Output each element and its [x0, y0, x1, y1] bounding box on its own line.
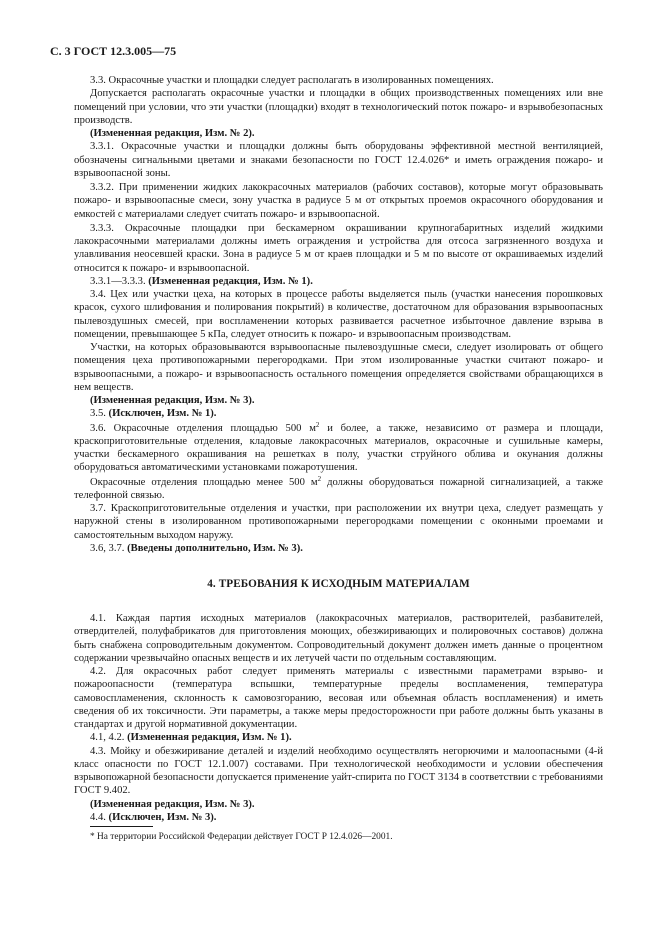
- paragraph-3-3-1: 3.3.1. Окрасочные участки и площадки должны быть оборудованы эффективной местной вентиляцией, обозначены сигнальными цветами и знаками безопасности по ГОСТ 12.4.026* и иметь ограждения пожаро- и взрывоопасной зоны.: [74, 141, 603, 179]
- paragraph-3-4: 3.4. Цех или участки цеха, на которых в процессе работы выделяется пыль (участки нанесения порошковых красок, сухого шлифования и полирования покрытий) в количестве, достаточном для образования взрывоопасных пылевоздушных смесей, при воспламенении которых развивается расчетное избыточное давление взрыва в помещении, превышающее 5 кПа, следует относить к пожаро- и взрывоопасным производствам.: [74, 289, 603, 340]
- footnote: * На территории Российской Федерации действует ГОСТ Р 12.4.026—2001.: [90, 832, 393, 842]
- amendment-note-3-6-3-7: [74, 542, 603, 555]
- paragraph-3-5: [74, 407, 603, 420]
- clause-ref: 3.6, 3.7.: [90, 542, 125, 554]
- amendment-label: (Исключен, Изм. № 3).: [108, 811, 217, 823]
- paragraph-3-4-note: Участки, на которых образовываются взрывоопасные пылевоздушные смеси, следует изолировать от общего помещения цеха противопожарными перегородками. При этом изолированные участки считают пожаро- и взрывоопасными, а пожаро- и взрывоопасность остального помещения определяется свойствами обращающихся в нем веществ.: [74, 342, 603, 393]
- section-heading: 4. ТРЕБОВАНИЯ К ИСХОДНЫМ МАТЕРИАЛАМ: [207, 578, 470, 590]
- paragraph-4-3: 4.3. Мойку и обезжиривание деталей и изделий необходимо осуществлять негорючими и малоопасными (4-й класс опасности по ГОСТ 12.1.007) составами. При технологической необходимости и условии обеспечения взрывопожарной безопасности допускается применение уайт-спирита по ГОСТ 3134 в соответствии с требованиями ГОСТ 9.402.: [74, 745, 603, 797]
- paragraph-3-6-note: Окрасочные отделения площадью менее 500 $м^2$ должны оборудоваться пожарной сигнализацией, а также телефонной связью.: [74, 474, 604, 501]
- paragraph-4-4: [74, 811, 603, 824]
- clause-ref: 3.3.1—3.3.3.: [90, 275, 146, 287]
- page-header: С. 3 ГОСТ 12.3.005—75: [50, 44, 177, 58]
- amendment-note: (Измененная редакция, Изм. № 3).: [90, 395, 255, 406]
- amendment-label: (Исключен, Изм. № 1).: [108, 408, 217, 420]
- paragraph-3-3-3: 3.3.3. Окрасочные площадки при бескамерном окрашивании крупногабаритных изделий жидкими лакокрасочными материалами должны иметь ограждения и устройства для отсоса загрязненного воздуха и улавливания неосевшей краски. Зона в радиусе 5 м от краев площадки и 5 м по высоте от окрашиваемых изделий относится к пожаро- и взрывоопасной.: [74, 222, 603, 274]
- amendment-note-4-1-4-2: [74, 731, 603, 744]
- amendment-label: (Введены дополнительно, Изм. № 3).: [127, 542, 303, 554]
- document-body: [74, 74, 603, 843]
- footnote-divider: [90, 826, 153, 827]
- amendment-note: (Измененная редакция, Изм. № 2).: [90, 128, 255, 139]
- amendment-label: (Измененная редакция, Изм. № 1).: [127, 732, 292, 744]
- clause-ref: 3.5.: [90, 408, 106, 420]
- amendment-label: (Измененная редакция, Изм. № 1).: [148, 275, 313, 287]
- paragraph-3-3-2: 3.3.2. При применении жидких лакокрасочных материалов (рабочих составов), которые могут образовывать пожаро- и взрывоопасные смеси, зону участка в радиусе 5 м от открытых проемов окрасочного оборудования и емкостей с материалами следует считать пожаро- и взрывоопасной.: [74, 182, 603, 220]
- paragraph-4-1: 4.1. Каждая партия исходных материалов (лакокрасочных материалов, растворителей, разбавителей, отвердителей, полуфабрикатов для приготовления моющих, обезжиривающих и полировочных составов) должна быть снабжена сопроводительным документом. Сопроводительный документ должен иметь данные о процентном содержании чрезвычайно опасных веществ и их летучей части по отдельным составляющим.: [74, 613, 603, 664]
- amendment-note-3-3-1-3-3-3: [74, 275, 603, 288]
- amendment-note: (Измененная редакция, Изм. № 3).: [90, 798, 255, 810]
- paragraph-3-3-note: Допускается располагать окрасочные участки и площадки в общих производственных помещениях или вне помещений при условии, что эти участки (площадки) входят в технологический поток пожаро- и взрывобезопасных производств.: [74, 88, 603, 126]
- clause-ref: 4.1, 4.2.: [90, 732, 125, 744]
- paragraph-3-6: 3.6. Окрасочные отделения площадью 500 $м^2$ и более, а также, независимо от размера и площади, краскоприготовительные отделения, кладовые лакокрасочных материалов, окрасочные и сушильные камеры, участки бескамерного окрашивания на решетках в полу, участки струйного облива и окунания должны оборудоваться автоматическими установками пожаротушения.: [74, 420, 603, 474]
- paragraph-3-3: 3.3. Окрасочные участки и площадки следует располагать в изолированных помещениях.: [90, 75, 494, 86]
- paragraph-4-2: 4.2. Для окрасочных работ следует применять материалы с известными параметрами взрыво- и пожароопасности (температура вспышки, температурные пределы воспламенения, температура самовоспламенения, склонность к самовозгоранию, весовая или объемная область воспламенения) и иметь сведения об их токсичности. Эти параметры, а также меры предосторожности при работе должны быть указаны в стандартах и другой нормативной документации.: [74, 666, 603, 730]
- clause-ref: 4.4.: [90, 811, 106, 823]
- paragraph-3-7: 3.7. Краскоприготовительные отделения и участки, при расположении их внутри цеха, следует размещать у наружной стены в изолированном противопожарными перегородками помещении с оконными проемами и самостоятельным выходом наружу.: [74, 503, 603, 541]
